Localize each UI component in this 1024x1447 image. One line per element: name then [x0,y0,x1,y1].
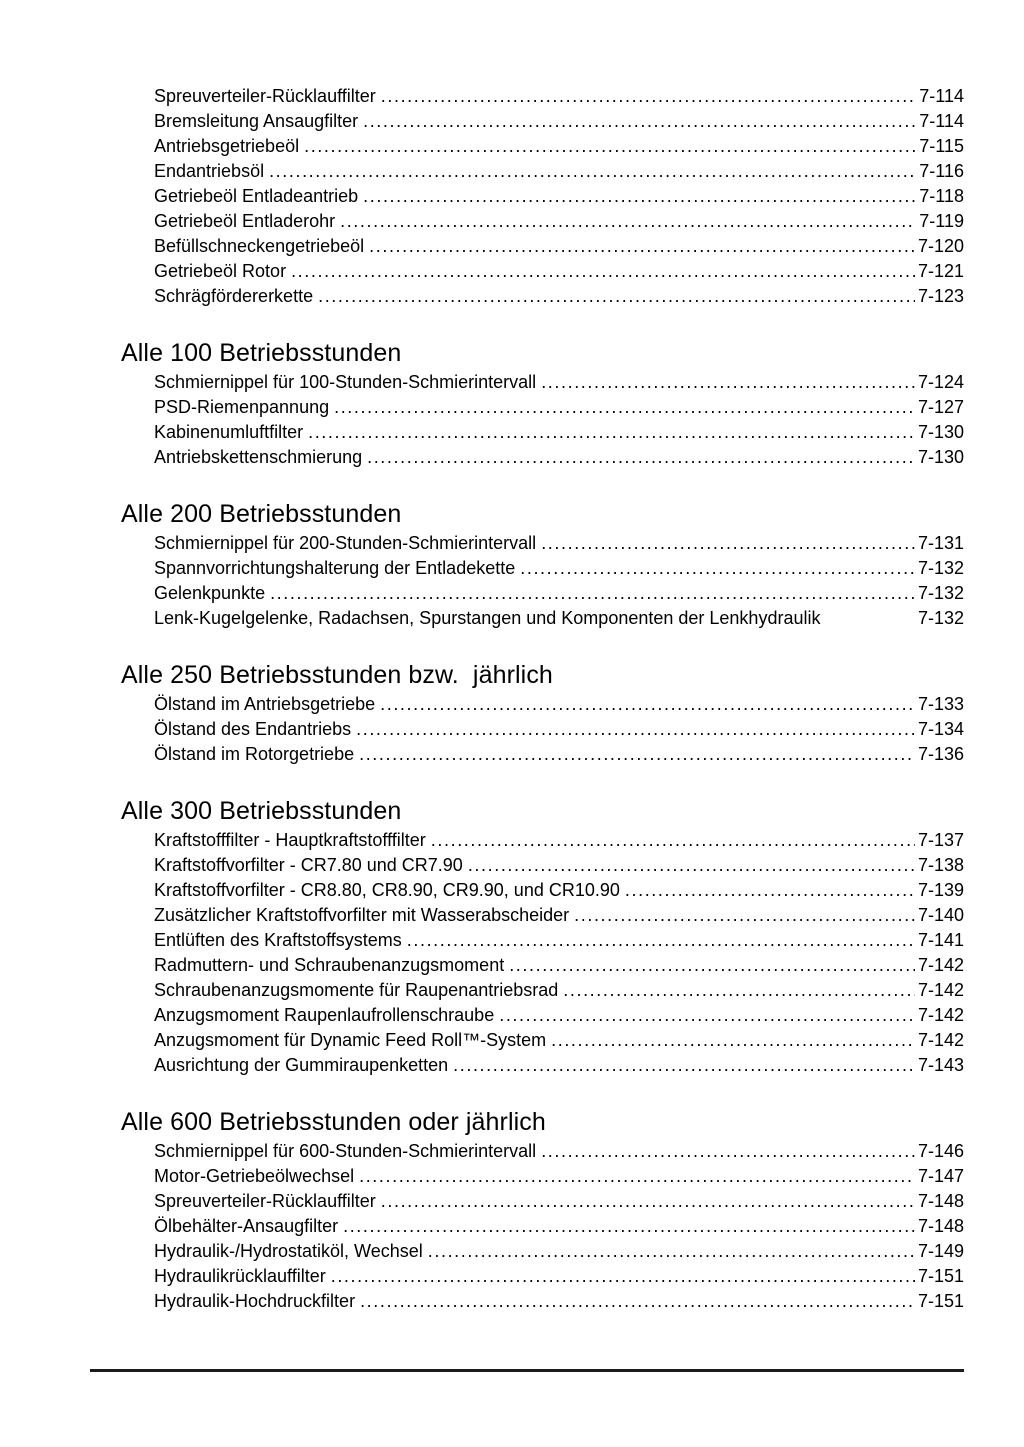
toc-entry-page-number: 7-149 [917,1241,964,1261]
toc-entry-list [121,1139,964,1314]
section-heading: Alle 200 Betriebsstunden [121,500,402,528]
toc-entry[interactable] [154,978,964,1003]
toc-entry-page-number: 7-139 [917,880,964,900]
toc-entry[interactable] [154,581,964,606]
dot-leader [359,742,915,760]
toc-entry-title: Entlüften des Kraftstoffsystems [154,930,402,950]
toc-entry-title: Getriebeöl Entladerohr [154,211,336,231]
dot-leader [574,903,915,921]
toc-entry[interactable] [154,692,964,717]
toc-entry[interactable] [154,420,964,445]
dot-leader [541,531,915,549]
toc-entry-title: Lenk-Kugelgelenke, Radachsen, Spurstangen und Komponenten der Lenkhydraulik [154,608,821,628]
toc-entry-title: Kraftstoffvorfilter - CR8.80, CR8.90, CR9.90, und CR10.90 [154,880,620,900]
toc-entry-page-number: 7-133 [917,694,964,714]
dot-leader [356,717,915,735]
toc-entry[interactable] [154,1189,964,1214]
toc-entry[interactable] [154,1003,964,1028]
toc-entry-title: Spreuverteiler-Rücklauffilter [154,1191,376,1211]
toc-entry[interactable] [154,717,964,742]
toc-section [121,1106,964,1314]
dot-leader [381,84,917,102]
section-heading: Alle 600 Betriebsstunden oder jährlich [121,1108,546,1136]
toc-entry-title: Zusätzlicher Kraftstoffvorfilter mit Wasserabscheider [154,905,570,925]
toc-entry-page-number: 7-141 [917,930,964,950]
toc-entry-title: Kabinenumluftfilter [154,422,304,442]
toc-entry-list [121,370,964,470]
toc-entry[interactable] [154,1239,964,1264]
toc-entry[interactable] [154,259,964,284]
toc-entry-title: Anzugsmoment Raupenlaufrollenschraube [154,1005,495,1025]
toc-entry-title: Ölstand im Rotorgetriebe [154,744,355,764]
toc-entry[interactable] [154,1139,964,1164]
toc-entry[interactable] [154,531,964,556]
footer-rule [90,1369,964,1372]
toc-entry-title: Hydraulik-/Hydrostatiköl, Wechsel [154,1241,423,1261]
toc-entry-page-number: 7-138 [917,855,964,875]
toc-entry-page-number: 7-132 [917,558,964,578]
toc-entry[interactable] [154,1164,964,1189]
toc-entry[interactable] [154,953,964,978]
toc-entry-title: Ölstand im Antriebsgetriebe [154,694,376,714]
toc-entry-title: Schmiernippel für 600-Stunden-Schmierintervall [154,1141,537,1161]
toc-entry-page-number: 7-142 [917,1030,964,1050]
toc-entry-title: Schmiernippel für 200-Stunden-Schmierintervall [154,533,537,553]
toc-section [121,84,964,309]
toc-entry-page-number: 7-151 [917,1291,964,1311]
section-heading: Alle 300 Betriebsstunden [121,797,402,825]
toc-entry-title: Kraftstofffilter - Hauptkraftstofffilter [154,830,426,850]
toc-entry[interactable] [154,878,964,903]
dot-leader [468,853,915,871]
toc-entry-title: Getriebeöl Entladeantrieb [154,186,359,206]
dot-leader [551,1028,915,1046]
toc-entry[interactable] [154,556,964,581]
toc-entry-page-number: 7-114 [919,86,964,106]
dot-leader [308,420,915,438]
toc-entry[interactable] [154,284,964,309]
dot-leader [563,978,915,996]
dot-leader [499,1003,915,1021]
toc-entry-page-number: 7-131 [917,533,964,553]
toc-entry-title: Spannvorrichtungshalterung der Entladekette [154,558,516,578]
dot-leader [380,692,915,710]
toc-entry-list [121,531,964,631]
toc-section [121,337,964,470]
toc-entry-title: Bremsleitung Ansaugfilter [154,111,359,131]
toc-section [121,498,964,631]
dot-leader [453,1053,915,1071]
toc-entry[interactable] [154,1214,964,1239]
toc-entry-page-number: 7-146 [917,1141,964,1161]
toc-entry-title: Schrägfördererkette [154,286,314,306]
toc-entry-title: Ölbehälter-Ansaugfilter [154,1216,339,1236]
toc-entry-title: Antriebskettenschmierung [154,447,363,467]
toc-entry-page-number: 7-147 [917,1166,964,1186]
dot-leader [367,445,915,463]
toc-entry[interactable] [154,1289,964,1314]
toc-entry-page-number: 7-121 [917,261,964,281]
toc-entry-page-number: 7-151 [917,1266,964,1286]
toc-entry-title: Kraftstoffvorfilter - CR7.80 und CR7.90 [154,855,463,875]
section-heading: Alle 250 Betriebsstunden bzw. jährlich [121,661,553,689]
dot-leader [520,556,915,574]
toc-entry[interactable] [154,903,964,928]
dot-leader [407,928,915,946]
toc-entry-page-number: 7-142 [917,955,964,975]
toc-entry-title: Endantriebsöl [154,161,265,181]
dot-leader [269,159,916,177]
toc-entry-title: Motor-Getriebeölwechsel [154,1166,355,1186]
dot-leader [428,1239,915,1257]
dot-leader [541,370,915,388]
toc-entry-title: Gelenkpunkte [154,583,266,603]
toc-entry-page-number: 7-115 [919,136,964,156]
toc-entry[interactable] [154,606,964,631]
dot-leader [304,134,916,152]
toc-entry-title: Schraubenanzugsmomente für Raupenantriebsrad [154,980,559,1000]
toc-entry-page-number: 7-130 [917,422,964,442]
toc-section [121,659,964,767]
toc-entry-page-number: 7-148 [917,1216,964,1236]
toc-entry-page-number: 7-137 [917,830,964,850]
dot-leader [334,395,915,413]
toc-entry[interactable] [154,184,964,209]
dot-leader [343,1214,915,1232]
toc-entry-title: Spreuverteiler-Rücklauffilter [154,86,376,106]
toc-entry[interactable] [154,134,964,159]
toc-entry-page-number: 7-114 [919,111,964,131]
toc-section [121,795,964,1078]
toc-entry-page-number: 7-132 [917,583,964,603]
toc-entry-title: Schmiernippel für 100-Stunden-Schmierintervall [154,372,537,392]
dot-leader [509,953,915,971]
dot-leader [291,259,915,277]
dot-leader [363,109,916,127]
dot-leader [270,581,915,599]
toc-entry-page-number: 7-119 [919,211,964,231]
toc-entry-list [121,828,964,1078]
toc-entry-page-number: 7-142 [917,980,964,1000]
toc-entry-title: PSD-Riemenpannung [154,397,330,417]
toc-entry-page-number: 7-127 [917,397,964,417]
toc-entry-title: Ölstand des Endantriebs [154,719,352,739]
toc-entry[interactable] [154,109,964,134]
toc-entry[interactable] [154,1264,964,1289]
toc-entry-page-number: 7-130 [917,447,964,467]
dot-leader [359,1164,915,1182]
dot-leader [318,284,915,302]
toc-entry[interactable] [154,234,964,259]
toc-entry[interactable] [154,159,964,184]
section-heading: Alle 100 Betriebsstunden [121,339,402,367]
toc-entry-list [121,692,964,767]
toc-entry-page-number: 7-118 [919,186,964,206]
toc-entry-page-number: 7-142 [917,1005,964,1025]
toc-entry[interactable] [154,395,964,420]
dot-leader [369,234,915,252]
toc-entry-title: Anzugsmoment für Dynamic Feed Roll™-System [154,1030,547,1050]
dot-leader [340,209,916,227]
table-of-contents [121,84,964,1314]
toc-entry[interactable] [154,928,964,953]
dot-leader [363,184,916,202]
toc-entry-page-number: 7-136 [917,744,964,764]
toc-entry[interactable] [154,1028,964,1053]
toc-entry[interactable] [154,853,964,878]
toc-entry-page-number: 7-134 [917,719,964,739]
toc-entry[interactable] [154,828,964,853]
toc-entry-title: Radmuttern- und Schraubenanzugsmoment [154,955,505,975]
toc-entry-title: Getriebeöl Rotor [154,261,287,281]
toc-entry-title: Ausrichtung der Gummiraupenketten [154,1055,449,1075]
toc-entry[interactable] [154,370,964,395]
toc-entry-title: Befüllschneckengetriebeöl [154,236,365,256]
toc-entry[interactable] [154,742,964,767]
toc-entry-page-number: 7-140 [917,905,964,925]
toc-entry-page-number: 7-116 [919,161,964,181]
toc-entry-page-number: 7-120 [917,236,964,256]
toc-entry[interactable] [154,209,964,234]
toc-entry-page-number: 7-123 [917,286,964,306]
dot-leader [625,878,915,896]
dot-leader [360,1289,915,1307]
toc-entry[interactable] [154,445,964,470]
toc-entry[interactable] [154,1053,964,1078]
dot-leader [541,1139,915,1157]
toc-entry-title: Hydraulikrücklauffilter [154,1266,326,1286]
toc-entry-page-number: 7-124 [917,372,964,392]
dot-leader [431,828,915,846]
dot-leader [381,1189,915,1207]
toc-entry-title: Hydraulik-Hochdruckfilter [154,1291,356,1311]
toc-entry-page-number: 7-132 [917,608,964,628]
toc-entry-title: Antriebsgetriebeöl [154,136,300,156]
toc-entry-list [121,84,964,309]
dot-leader [331,1264,915,1282]
toc-entry-page-number: 7-148 [917,1191,964,1211]
toc-entry[interactable] [154,84,964,109]
toc-entry-page-number: 7-143 [917,1055,964,1075]
